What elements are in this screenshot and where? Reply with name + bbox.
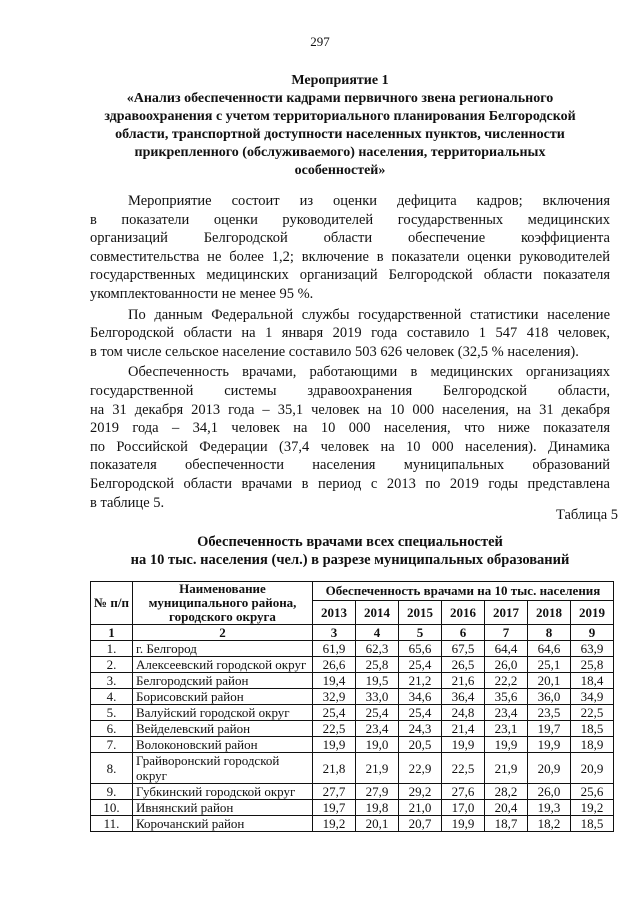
row-value: 23,4 xyxy=(485,705,528,721)
row-value: 62,3 xyxy=(356,641,399,657)
row-value: 18,5 xyxy=(571,721,614,737)
row-index: 7. xyxy=(91,737,133,753)
row-name: Белгородский район xyxy=(133,673,313,689)
table-title-line: на 10 тыс. населения (чел.) в разрезе муниципальных образований xyxy=(130,552,570,568)
row-value: 27,6 xyxy=(442,784,485,800)
row-value: 26,5 xyxy=(442,657,485,673)
row-value: 21,9 xyxy=(485,753,528,784)
row-index: 4. xyxy=(91,689,133,705)
heading-line: «Анализ обеспеченности кадрами первичного звена регионального xyxy=(126,91,554,106)
row-value: 19,9 xyxy=(528,737,571,753)
table-row xyxy=(91,705,614,721)
row-value: 25,6 xyxy=(571,784,614,800)
row-value: 20,7 xyxy=(399,816,442,832)
row-value: 25,4 xyxy=(356,705,399,721)
row-value: 20,5 xyxy=(399,737,442,753)
row-index: 1. xyxy=(91,641,133,657)
row-value: 27,9 xyxy=(356,784,399,800)
text-line: По данным Федеральной службы государственной статистики население xyxy=(128,306,610,323)
row-value: 28,2 xyxy=(485,784,528,800)
row-value: 22,9 xyxy=(399,753,442,784)
row-value: 34,6 xyxy=(399,689,442,705)
text-line: Белгородской области на 1 января 2019 года составило 1 547 418 человек, xyxy=(90,325,610,342)
body-text xyxy=(90,192,610,514)
column-number: 3 xyxy=(313,625,356,641)
column-number: 4 xyxy=(356,625,399,641)
row-name: Губкинский городской округ xyxy=(133,784,313,800)
paragraph-1 xyxy=(90,192,610,304)
text-line: 2019 года – 34,1 человек на 10 000 населения, что ниже показателя xyxy=(90,420,610,437)
row-value: 26,0 xyxy=(528,784,571,800)
row-value: 22,2 xyxy=(485,673,528,689)
text-line: показателя обеспеченности населения муниципальных образований xyxy=(90,457,610,474)
text-line: Белгородской области врачами в период с 2013 по 2019 годы представлена xyxy=(90,475,610,492)
header-index: № п/п xyxy=(91,582,133,625)
row-value: 64,6 xyxy=(528,641,571,657)
row-value: 20,9 xyxy=(571,753,614,784)
row-value: 32,9 xyxy=(313,689,356,705)
row-value: 29,2 xyxy=(399,784,442,800)
column-number: 1 xyxy=(91,625,133,641)
row-value: 19,0 xyxy=(356,737,399,753)
row-value: 67,5 xyxy=(442,641,485,657)
row-value: 18,4 xyxy=(571,673,614,689)
row-value: 22,5 xyxy=(313,721,356,737)
row-value: 25,4 xyxy=(313,705,356,721)
row-value: 25,4 xyxy=(399,705,442,721)
header-year: 2019 xyxy=(571,601,614,625)
row-value: 17,0 xyxy=(442,800,485,816)
row-value: 25,1 xyxy=(528,657,571,673)
row-value: 63,9 xyxy=(571,641,614,657)
row-value: 19,3 xyxy=(528,800,571,816)
row-value: 22,5 xyxy=(442,753,485,784)
row-value: 25,4 xyxy=(399,657,442,673)
row-index: 9. xyxy=(91,784,133,800)
row-value: 22,5 xyxy=(571,705,614,721)
row-value: 19,2 xyxy=(313,816,356,832)
row-value: 19,7 xyxy=(313,800,356,816)
heading-line: области, транспортной доступности населенных пунктов, численности xyxy=(115,127,565,142)
row-value: 19,8 xyxy=(356,800,399,816)
row-value: 19,9 xyxy=(485,737,528,753)
row-value: 18,5 xyxy=(571,816,614,832)
table-row xyxy=(91,800,614,816)
column-number: 8 xyxy=(528,625,571,641)
row-index: 5. xyxy=(91,705,133,721)
row-index: 2. xyxy=(91,657,133,673)
column-number: 9 xyxy=(571,625,614,641)
header-year: 2014 xyxy=(356,601,399,625)
row-name: Валуйский городской округ xyxy=(133,705,313,721)
heading-line: здравоохранения с учетом территориального планирования Белгородской xyxy=(104,109,576,124)
table-row xyxy=(91,673,614,689)
heading-line: прикрепленного (обслуживаемого) населения, территориальных xyxy=(134,145,546,160)
text-line: укомплектованности не менее 95 %. xyxy=(90,285,314,302)
paragraph-2 xyxy=(90,306,610,362)
header-year: 2013 xyxy=(313,601,356,625)
text-line: государственных медицинских организаций Белгородской области показателя xyxy=(90,267,610,284)
heading-line: особенностей» xyxy=(294,163,386,178)
text-line: Мероприятие состоит из оценки дефицита кадров; включения xyxy=(128,193,610,209)
row-value: 21,9 xyxy=(356,753,399,784)
row-value: 21,4 xyxy=(442,721,485,737)
row-name: Борисовский район xyxy=(133,689,313,705)
paragraph-3 xyxy=(90,363,610,512)
row-index: 10. xyxy=(91,800,133,816)
page-number: 297 xyxy=(310,34,330,49)
text-line: государственной системы здравоохранения Белгородской области, xyxy=(90,382,610,399)
text-line: совместительства не более 1,2; включение в показатели оценки руководителей xyxy=(90,248,610,265)
row-value: 19,9 xyxy=(442,816,485,832)
table-row xyxy=(91,784,614,800)
row-name: Корочанский район xyxy=(133,816,313,832)
row-value: 18,7 xyxy=(485,816,528,832)
text-line: в таблице 5. xyxy=(90,494,165,511)
row-value: 20,1 xyxy=(528,673,571,689)
table-label: Таблица 5 xyxy=(555,507,618,523)
row-name: Алексеевский городской округ xyxy=(133,657,313,673)
row-value: 64,4 xyxy=(485,641,528,657)
row-name: Вейделевский район xyxy=(133,721,313,737)
header-year: 2016 xyxy=(442,601,485,625)
row-value: 36,4 xyxy=(442,689,485,705)
table-row xyxy=(91,737,614,753)
column-number: 5 xyxy=(399,625,442,641)
row-value: 19,4 xyxy=(313,673,356,689)
row-value: 19,9 xyxy=(313,737,356,753)
row-index: 6. xyxy=(91,721,133,737)
row-value: 21,6 xyxy=(442,673,485,689)
heading-line: Мероприятие 1 xyxy=(291,73,389,88)
row-index: 8. xyxy=(91,753,133,784)
text-line: в показатели оценки руководителей государственных медицинских xyxy=(90,211,610,228)
section-heading xyxy=(90,72,590,180)
row-value: 24,8 xyxy=(442,705,485,721)
row-value: 24,3 xyxy=(399,721,442,737)
header-year: 2018 xyxy=(528,601,571,625)
table-row xyxy=(91,689,614,705)
row-value: 20,9 xyxy=(528,753,571,784)
text-line: в том числе сельское население составило 503 626 человек (32,5 % населения). xyxy=(90,343,579,360)
table-row xyxy=(91,657,614,673)
row-value: 23,4 xyxy=(356,721,399,737)
row-value: 26,0 xyxy=(485,657,528,673)
text-line: организаций Белгородской области обеспечение коэффициента xyxy=(90,230,610,247)
row-value: 20,1 xyxy=(356,816,399,832)
row-value: 25,8 xyxy=(571,657,614,673)
row-value: 23,5 xyxy=(528,705,571,721)
text-line: на 31 декабря 2013 года – 35,1 человек на 10 000 населения, на 31 декабря xyxy=(90,401,610,418)
header-year: 2015 xyxy=(399,601,442,625)
table-title xyxy=(90,533,610,569)
row-value: 36,0 xyxy=(528,689,571,705)
row-value: 19,7 xyxy=(528,721,571,737)
row-name: Волоконовский район xyxy=(133,737,313,753)
row-value: 21,2 xyxy=(399,673,442,689)
physician-supply-table xyxy=(90,581,614,832)
header-year: 2017 xyxy=(485,601,528,625)
row-value: 18,2 xyxy=(528,816,571,832)
row-value: 19,9 xyxy=(442,737,485,753)
row-value: 65,6 xyxy=(399,641,442,657)
row-value: 25,8 xyxy=(356,657,399,673)
row-value: 26,6 xyxy=(313,657,356,673)
row-value: 23,1 xyxy=(485,721,528,737)
table-row xyxy=(91,641,614,657)
column-number: 6 xyxy=(442,625,485,641)
row-value: 34,9 xyxy=(571,689,614,705)
header-group: Обеспеченность врачами на 10 тыс. населения xyxy=(313,582,614,601)
row-name: Грайворонский городской округ xyxy=(133,753,313,784)
row-value: 19,2 xyxy=(571,800,614,816)
row-value: 21,0 xyxy=(399,800,442,816)
column-number: 2 xyxy=(133,625,313,641)
text-line: Обеспеченность врачами, работающими в медицинских организациях xyxy=(128,364,610,381)
row-index: 11. xyxy=(91,816,133,832)
row-value: 61,9 xyxy=(313,641,356,657)
table-row xyxy=(91,753,614,784)
row-index: 3. xyxy=(91,673,133,689)
row-value: 19,5 xyxy=(356,673,399,689)
row-value: 18,9 xyxy=(571,737,614,753)
row-value: 20,4 xyxy=(485,800,528,816)
table-title-line: Обеспеченность врачами всех специальностей xyxy=(197,534,503,550)
row-value: 33,0 xyxy=(356,689,399,705)
table-row xyxy=(91,721,614,737)
row-value: 21,8 xyxy=(313,753,356,784)
row-value: 27,7 xyxy=(313,784,356,800)
text-line: по Российской Федерации (37,4 человек на 10 000 населения). Динамика xyxy=(90,438,610,455)
row-name: Ивнянский район xyxy=(133,800,313,816)
header-name: Наименование муниципального района, городского округа xyxy=(133,582,313,625)
row-name: г. Белгород xyxy=(133,641,313,657)
table-row xyxy=(91,816,614,832)
column-number: 7 xyxy=(485,625,528,641)
row-value: 35,6 xyxy=(485,689,528,705)
